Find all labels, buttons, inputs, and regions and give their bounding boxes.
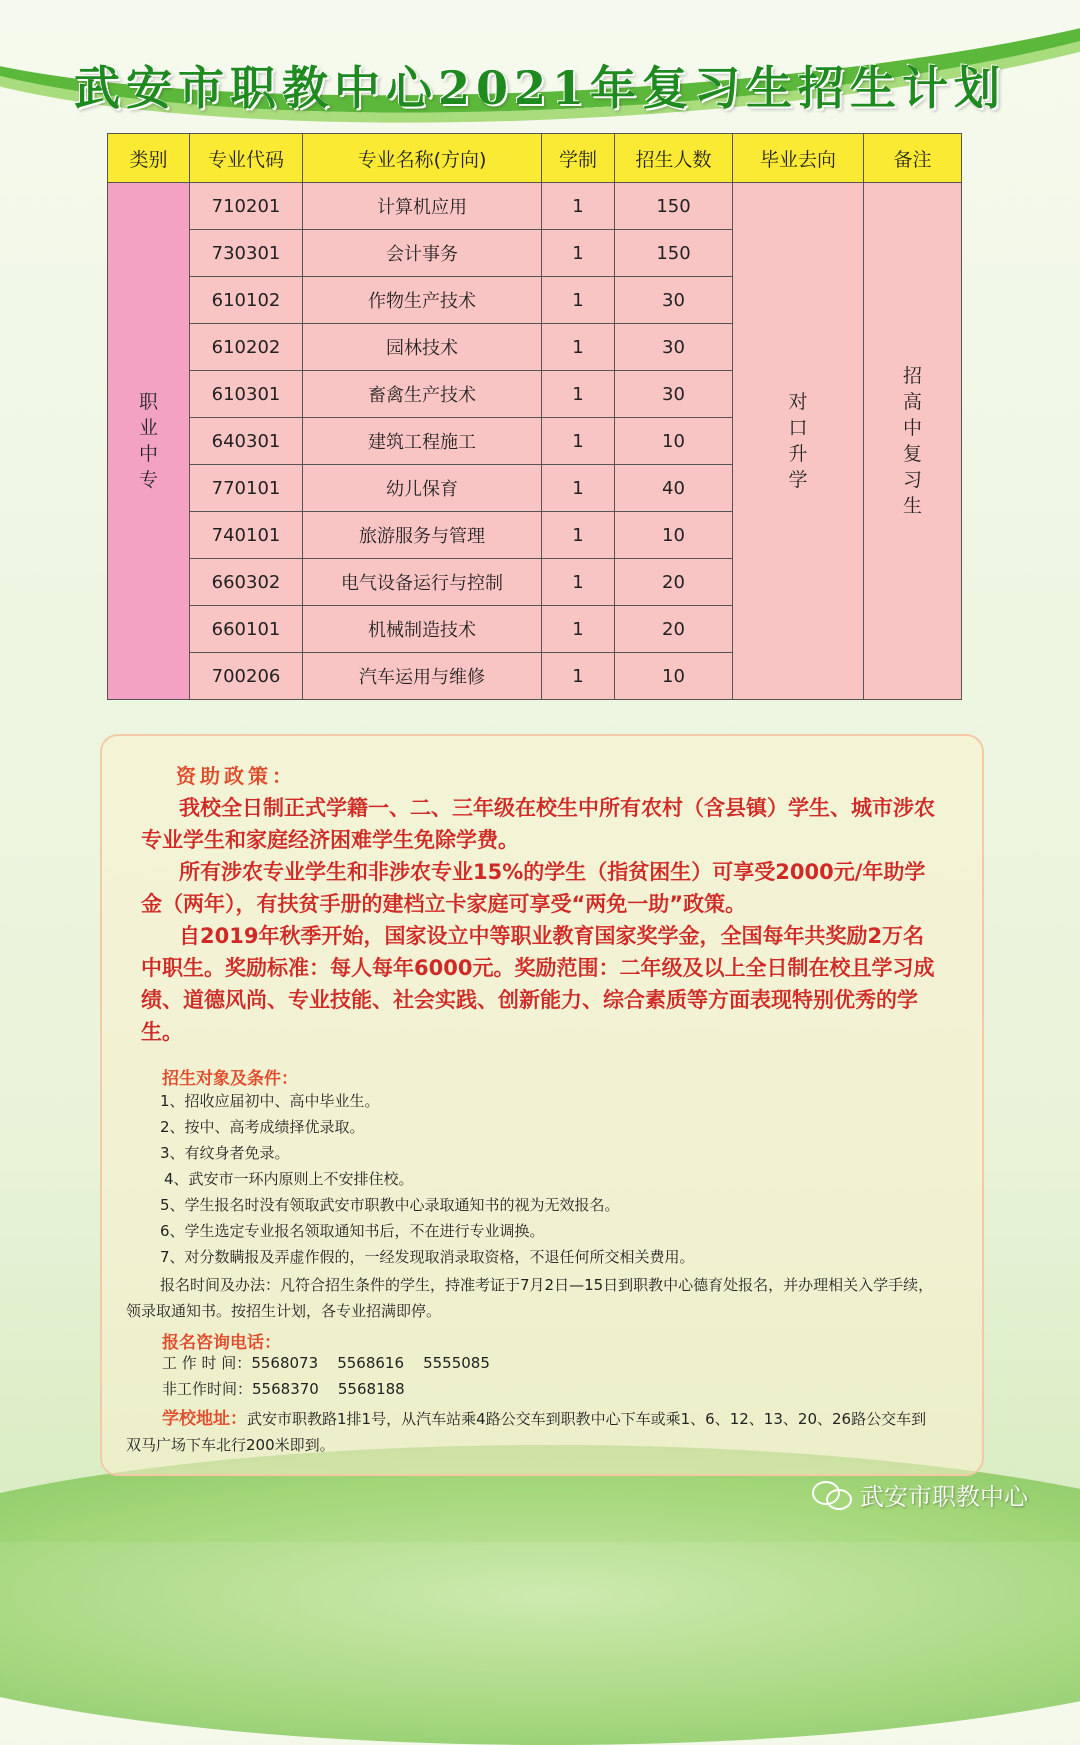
page-title: 武安市职教中心2021年复习生招生计划 <box>73 61 1007 115</box>
offwork-phone-line <box>162 1376 862 1402</box>
cell-years: 1 <box>542 324 615 371</box>
cell-years: 1 <box>542 371 615 418</box>
header-remark: 备注 <box>864 134 962 183</box>
header-destination: 毕业去向 <box>733 134 864 183</box>
cell-count: 20 <box>615 559 733 606</box>
cell-years: 1 <box>542 230 615 277</box>
cell-code: 700206 <box>190 653 303 700</box>
cell-count: 30 <box>615 324 733 371</box>
cell-code: 640301 <box>190 418 303 465</box>
cell-name: 园林技术 <box>303 324 542 371</box>
header-code: 专业代码 <box>190 134 303 183</box>
policy-text <box>141 792 943 1048</box>
cell-count: 30 <box>615 371 733 418</box>
cell-count: 150 <box>615 230 733 277</box>
cell-code: 710201 <box>190 183 303 230</box>
condition-item: 7、对分数瞒报及弄虚作假的，一经发现取消录取资格，不退任何所交相关费用。 <box>160 1248 695 1266</box>
wechat-icon <box>812 1479 852 1509</box>
offwork-hours-label: 非工作时间： <box>162 1380 253 1398</box>
cell-years: 1 <box>542 559 615 606</box>
cell-name: 计算机应用 <box>303 183 542 230</box>
policy-paragraph: 所有涉农专业学生和非涉农专业15%的学生（指贫困生）可享受2000元/年助学金（两年），有扶贫手册的建档立卡家庭可享受“两免一助”政策。 <box>141 860 926 916</box>
header-years: 学制 <box>542 134 615 183</box>
cell-code: 660101 <box>190 606 303 653</box>
cell-count: 10 <box>615 653 733 700</box>
condition-item: 6、学生选定专业报名领取通知书后，不在进行专业调换。 <box>160 1222 545 1240</box>
conditions-title: 招生对象及条件： <box>162 1069 298 1089</box>
cell-name: 汽车运用与维修 <box>303 653 542 700</box>
offwork-phones: 5568370 5568188 <box>252 1380 405 1398</box>
cell-years: 1 <box>542 512 615 559</box>
category-cell <box>108 183 190 700</box>
cell-code: 770101 <box>190 465 303 512</box>
cell-count: 150 <box>615 183 733 230</box>
work-phone-line <box>162 1350 862 1376</box>
cell-code: 660302 <box>190 559 303 606</box>
cell-name: 会计事务 <box>303 230 542 277</box>
condition-item: 5、学生报名时没有领取武安市职教中心录取通知书的视为无效报名。 <box>160 1196 620 1214</box>
condition-item: 4、武安市一环内原则上不安排住校。 <box>164 1170 414 1188</box>
cell-years: 1 <box>542 418 615 465</box>
work-hours-label: 工 作 时 间： <box>162 1354 252 1372</box>
cell-count: 10 <box>615 418 733 465</box>
contact-phones <box>162 1350 862 1402</box>
destination-text: 对口升学 <box>788 391 808 491</box>
brand-name: 武安市职教中心 <box>860 1482 1028 1511</box>
cell-count: 10 <box>615 512 733 559</box>
cell-name: 畜禽生产技术 <box>303 371 542 418</box>
cell-years: 1 <box>542 606 615 653</box>
cell-code: 610202 <box>190 324 303 371</box>
table-row <box>108 183 962 230</box>
policy-paragraph: 自2019年秋季开始，国家设立中等职业教育国家奖学金，全国每年共奖励2万名中职生。奖励标准：每人每年6000元。奖励范围：二年级及以上全日制在校且学习成绩、道德风尚、专业技能、社会实践、创新能力、综合素质等方面表现特别优秀的学生。 <box>141 924 935 1044</box>
header-major-name: 专业名称(方向) <box>303 134 542 183</box>
remark-cell <box>864 183 962 700</box>
contact-title: 报名咨询电话： <box>162 1333 281 1353</box>
address-label: 学校地址： <box>162 1409 247 1429</box>
cell-name: 建筑工程施工 <box>303 418 542 465</box>
cell-name: 作物生产技术 <box>303 277 542 324</box>
enrollment-plan-table <box>107 133 962 700</box>
cell-name: 电气设备运行与控制 <box>303 559 542 606</box>
header-count: 招生人数 <box>615 134 733 183</box>
cell-code: 740101 <box>190 512 303 559</box>
header-category: 类别 <box>108 134 190 183</box>
cell-code: 610102 <box>190 277 303 324</box>
cell-years: 1 <box>542 183 615 230</box>
conditions-list <box>160 1088 940 1270</box>
wechat-brand <box>812 1477 1028 1511</box>
condition-item: 3、有纹身者免录。 <box>160 1144 290 1162</box>
cell-name: 旅游服务与管理 <box>303 512 542 559</box>
cell-count: 40 <box>615 465 733 512</box>
remark-text: 招高中复习生 <box>902 365 922 517</box>
policy-title: 资助政策： <box>176 764 296 788</box>
cell-name: 幼儿保育 <box>303 465 542 512</box>
registration-text: 报名时间及办法：凡符合招生条件的学生，持准考证于7月2日—15日到职教中心德育处报名，并办理相关入学手续，领录取通知书。按招生计划，各专业招满即停。 <box>126 1276 934 1320</box>
policy-paragraph: 我校全日制正式学籍一、二、三年级在校生中所有农村（含县镇）学生、城市涉农专业学生和家庭经济困难学生免除学费。 <box>141 796 935 852</box>
destination-cell <box>733 183 864 700</box>
address-text: 武安市职教路1排1号，从汽车站乘4路公交车到职教中心下车或乘1、6、12、13、20、26路公交车到双马广场下车北行200米即到。 <box>126 1410 927 1454</box>
table-header-row <box>108 134 962 183</box>
work-phones: 5568073 5568616 5555085 <box>251 1354 490 1372</box>
cell-years: 1 <box>542 277 615 324</box>
cell-count: 30 <box>615 277 733 324</box>
category-text: 职业中专 <box>138 391 158 491</box>
cell-code: 730301 <box>190 230 303 277</box>
address-block <box>126 1406 938 1458</box>
cell-years: 1 <box>542 653 615 700</box>
cell-name: 机械制造技术 <box>303 606 542 653</box>
cell-code: 610301 <box>190 371 303 418</box>
cell-years: 1 <box>542 465 615 512</box>
condition-item: 1、招收应届初中、高中毕业生。 <box>160 1092 380 1110</box>
condition-item: 2、按中、高考成绩择优录取。 <box>160 1118 365 1136</box>
cell-count: 20 <box>615 606 733 653</box>
